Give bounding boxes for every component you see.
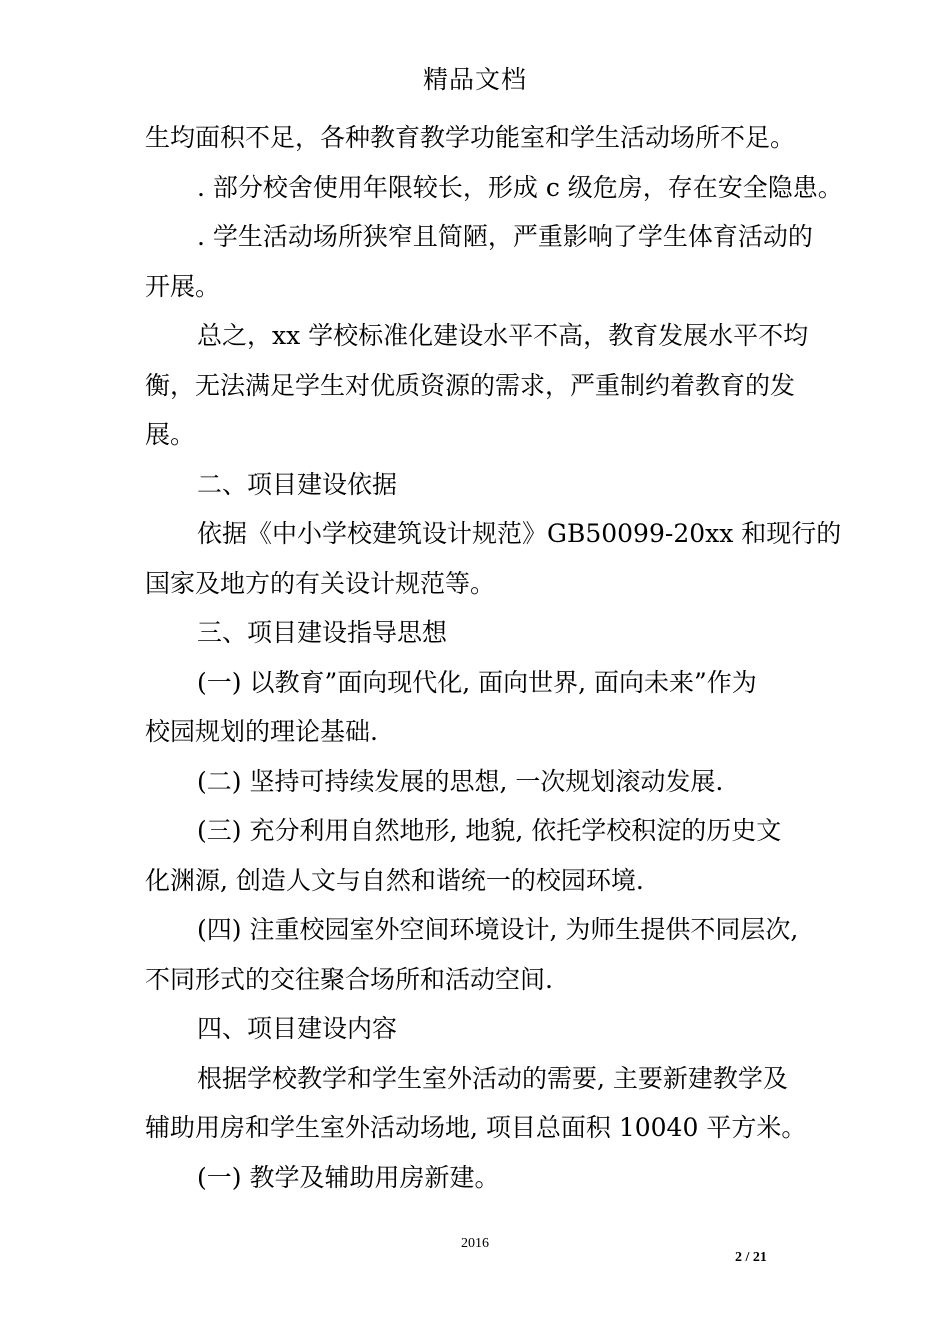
body-line: (一) 教学及辅助用房新建。 — [197, 1162, 500, 1192]
body-line: . 学生活动场所狭窄且简陋，严重影响了学生体育活动的 — [197, 222, 813, 251]
body-line: 辅助用房和学生室外活动场地, 项目总面积 10040 平方米。 — [145, 1113, 807, 1142]
body-line: (二) 坚持可持续发展的思想, 一次规划滚动发展. — [197, 766, 724, 796]
body-line: 根据学校教学和学生室外活动的需要, 主要新建教学及 — [197, 1063, 788, 1093]
body-line: 不同形式的交往聚合场所和活动空间. — [145, 964, 553, 994]
body-line: 国家及地方的有关设计规范等。 — [145, 568, 496, 598]
body-line: 化渊源, 创造人文与自然和谐统一的校园环境. — [145, 865, 644, 895]
body-line: 二、项目建设依据 — [197, 469, 398, 499]
body-line: (三) 充分利用自然地形, 地貌, 依托学校积淀的历史文 — [197, 816, 782, 845]
body-line: 展。 — [145, 420, 196, 449]
body-line: 依据《中小学校建筑设计规范》GB50099-20xx 和现行的 — [197, 519, 842, 548]
footer-year: 2016 — [461, 1236, 489, 1251]
body-line: (一) 以教育”面向现代化, 面向世界, 面向未来”作为 — [197, 667, 757, 697]
body-line: 衡，无法满足学生对优质资源的需求，严重制约着教育的发 — [145, 370, 796, 400]
body-line: 开展。 — [145, 271, 221, 301]
body-line: 三、项目建设指导思想 — [197, 618, 448, 647]
page-number: 2 / 21 — [735, 1250, 767, 1265]
document-header: 精品文档 — [422, 65, 527, 94]
body-line: . 部分校舍使用年限较长，形成 c 级危房，存在安全隐患。 — [197, 172, 843, 202]
body-line: 生均面积不足，各种教育教学功能室和学生活动场所不足。 — [145, 123, 796, 152]
document-body — [145, 113, 843, 1202]
body-line: 总之，xx 学校标准化建设水平不高，教育发展水平不均 — [197, 321, 809, 350]
body-line: 四、项目建设内容 — [197, 1014, 398, 1043]
body-line: (四) 注重校园室外空间环境设计, 为师生提供不同层次, — [197, 915, 799, 944]
body-line: 校园规划的理论基础. — [145, 717, 378, 746]
